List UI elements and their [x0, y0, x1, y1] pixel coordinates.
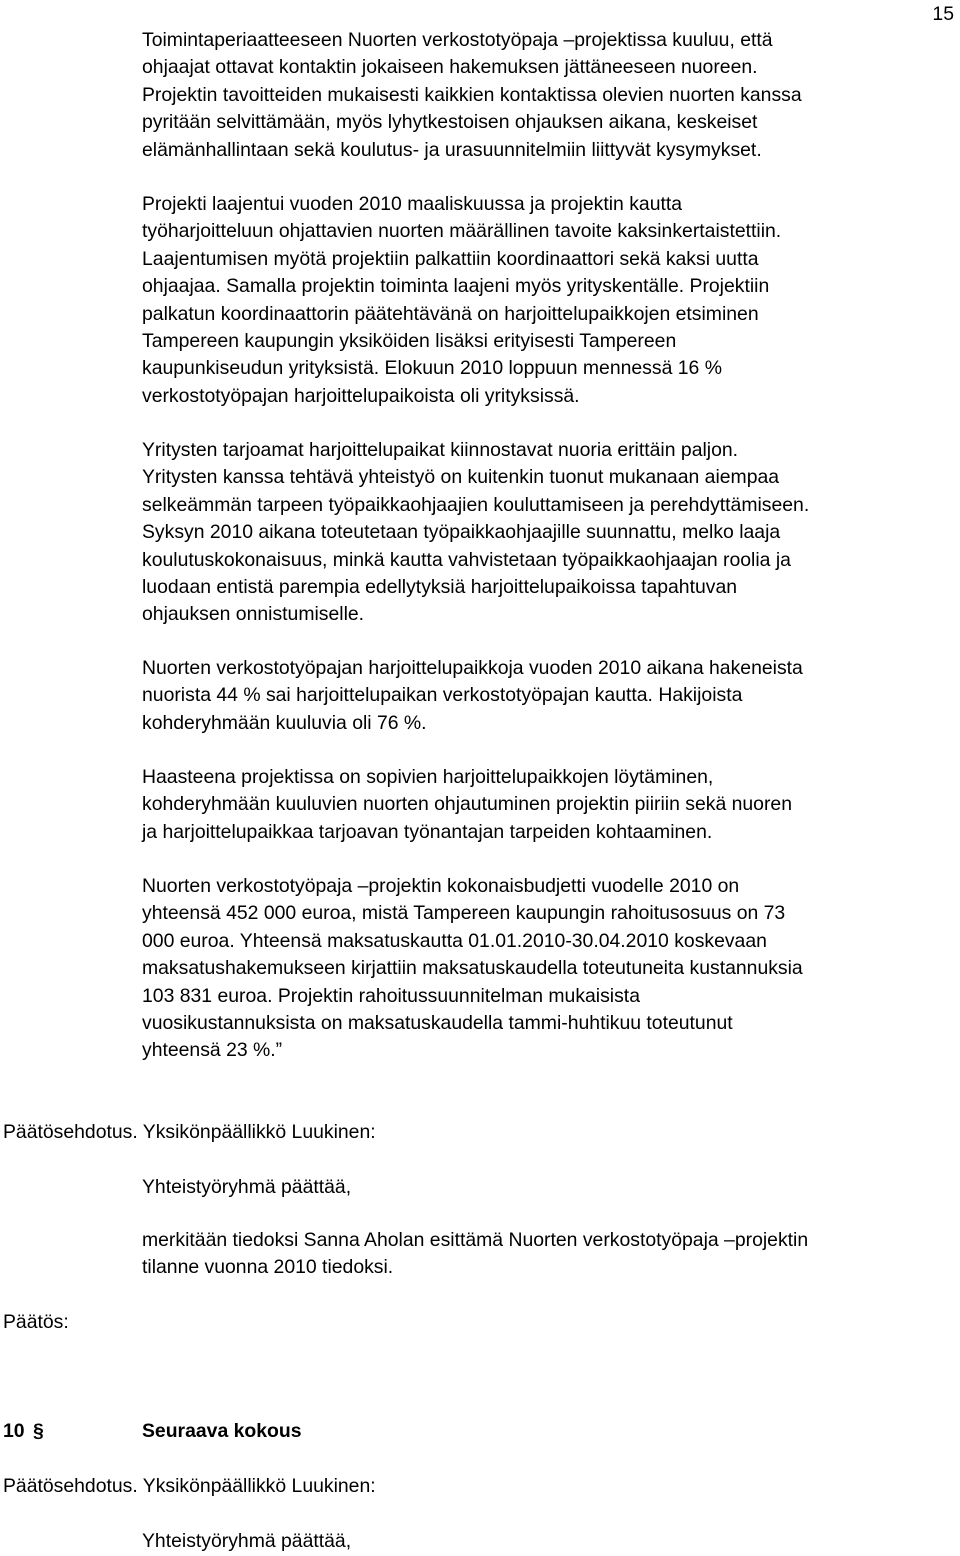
paragraph-contact-policy: [142, 27, 960, 164]
page-number: 15: [932, 3, 954, 25]
text-line: yhteensä 23 %.”: [142, 1039, 283, 1062]
paragraph-project-expansion: [142, 191, 960, 410]
text-line: luodaan entistä parempia edellytyksiä harjoittelupaikoissa tapahtuvan: [142, 576, 738, 599]
text-line: Yritysten tarjoamat harjoittelupaikat kiinnostavat nuoria erittäin paljon.: [142, 439, 739, 461]
text-line: tilanne vuonna 2010 tiedoksi.: [142, 1256, 394, 1279]
text-line: Projektin tavoitteiden mukaisesti kaikkien kontaktissa olevien nuorten kanssa: [142, 83, 802, 106]
text-line: 103 831 euroa. Projektin rahoitussuunnitelman mukaisista: [142, 984, 640, 1007]
text-line: Tampereen kaupungin yksiköiden lisäksi erityisesti Tampereen: [142, 330, 677, 353]
text-line: ohjaajat ottavat kontaktin jokaiseen hakemuksen jättäneeseen nuoreen.: [142, 56, 758, 79]
text-line: 000 euroa. Yhteensä maksatuskautta 01.01.2010-30.04.2010 koskevaan: [142, 929, 767, 952]
text-line: Syksyn 2010 aikana toteutetaan työpaikkaohjaajille suunnattu, melko laaja: [142, 521, 781, 544]
text-line: Projekti laajentui vuoden 2010 maaliskuussa ja projektin kautta: [142, 193, 683, 215]
text-line: palkatun koordinaattorin päätehtävänä on harjoittelupaikkojen etsiminen: [142, 302, 759, 325]
text-line: yhteensä 452 000 euroa, mistä Tampereen kaupungin rahoitusosuus on 73: [142, 902, 786, 925]
text-line: verkostotyöpajan harjoittelupaikoista oli yrityksissä.: [142, 384, 580, 407]
text-line: maksatushakemukseen kirjattiin maksatuskaudella toteutuneita kustannuksia: [142, 957, 803, 980]
text-line: Laajentumisen myötä projektiin palkattiin koordinaattori sekä kaksi uutta: [142, 247, 759, 270]
decision-text: [142, 1227, 808, 1282]
text-line: nuorista 44 % sai harjoittelupaikan verkostotyöpajan kautta. Hakijoista: [142, 684, 743, 707]
text-line: vuosikustannuksista on maksatuskaudella tammi-huhtikuu toteutunut: [142, 1012, 733, 1035]
text-line: kaupunkiseudun yrityksistä. Elokuun 2010 loppuun mennessä 16 %: [142, 357, 722, 380]
text-line: työharjoitteluun ohjattavien nuorten määrällinen tavoite kaksinkertaistettiin.: [142, 220, 782, 243]
paragraph-budget: [142, 873, 960, 1065]
text-line: selkeämmän tarpeen työpaikkaohjaajien kouluttamiseen ja perehdyttämiseen.: [142, 493, 810, 516]
text-line: ohjaajaa. Samalla projektin toiminta laajeni myös yrityskentälle. Projektiin: [142, 275, 770, 298]
text-line: kohderyhmään kuuluvien nuorten ohjautuminen projektin piiriin sekä nuoren: [142, 793, 792, 816]
text-line: Nuorten verkostotyöpajan harjoittelupaikkoja vuoden 2010 aikana hakeneista: [142, 657, 803, 679]
text-line: koulutuskokonaisuus, minkä kautta vahvistetaan työpaikkaohjaajan roolia ja: [142, 548, 791, 571]
decision-label: Päätös:: [3, 1311, 69, 1333]
decision-proposal-label: Päätösehdotus. Yksikönpäällikkö Luukinen:: [3, 1121, 376, 1143]
text-line: ja harjoittelupaikkaa tarjoavan työnantajan tarpeiden kohtaaminen.: [142, 820, 713, 843]
text-line: Nuorten verkostotyöpaja –projektin kokonaisbudjetti vuodelle 2010 on: [142, 875, 740, 897]
section-number: 10: [3, 1420, 25, 1442]
group-decides-text: Yhteistyöryhmä päättää,: [142, 1176, 352, 1198]
paragraph-company-internships: [142, 437, 960, 629]
section-title: Seuraava kokous: [142, 1420, 302, 1442]
text-line: Haasteena projektissa on sopivien harjoittelupaikkojen löytäminen,: [142, 766, 714, 788]
text-line: ohjauksen onnistumiselle.: [142, 603, 365, 626]
text-line: kohderyhmään kuuluvia oli 76 %.: [142, 711, 427, 734]
text-line: Toimintaperiaatteeseen Nuorten verkostotyöpaja –projektissa kuuluu, että: [142, 29, 773, 51]
text-line: elämänhallintaan sekä koulutus- ja urasuunnitelmiin liittyvät kysymykset.: [142, 138, 762, 161]
text-line: pyritään selvittämään, myös lyhytkestoisen ohjauksen aikana, keskeiset: [142, 111, 758, 134]
group-decides-text: Yhteistyöryhmä päättää,: [142, 1530, 352, 1552]
decision-proposal-label: Päätösehdotus. Yksikönpäällikkö Luukinen:: [3, 1475, 376, 1497]
text-line: merkitään tiedoksi Sanna Aholan esittämä Nuorten verkostotyöpaja –projektin: [142, 1229, 809, 1251]
section-symbol: §: [33, 1420, 44, 1442]
paragraph-challenges: [142, 764, 960, 846]
paragraph-applicant-statistics: [142, 655, 960, 737]
text-line: Yritysten kanssa tehtävä yhteistyö on kuitenkin tuonut mukanaan aiempaa: [142, 466, 780, 489]
